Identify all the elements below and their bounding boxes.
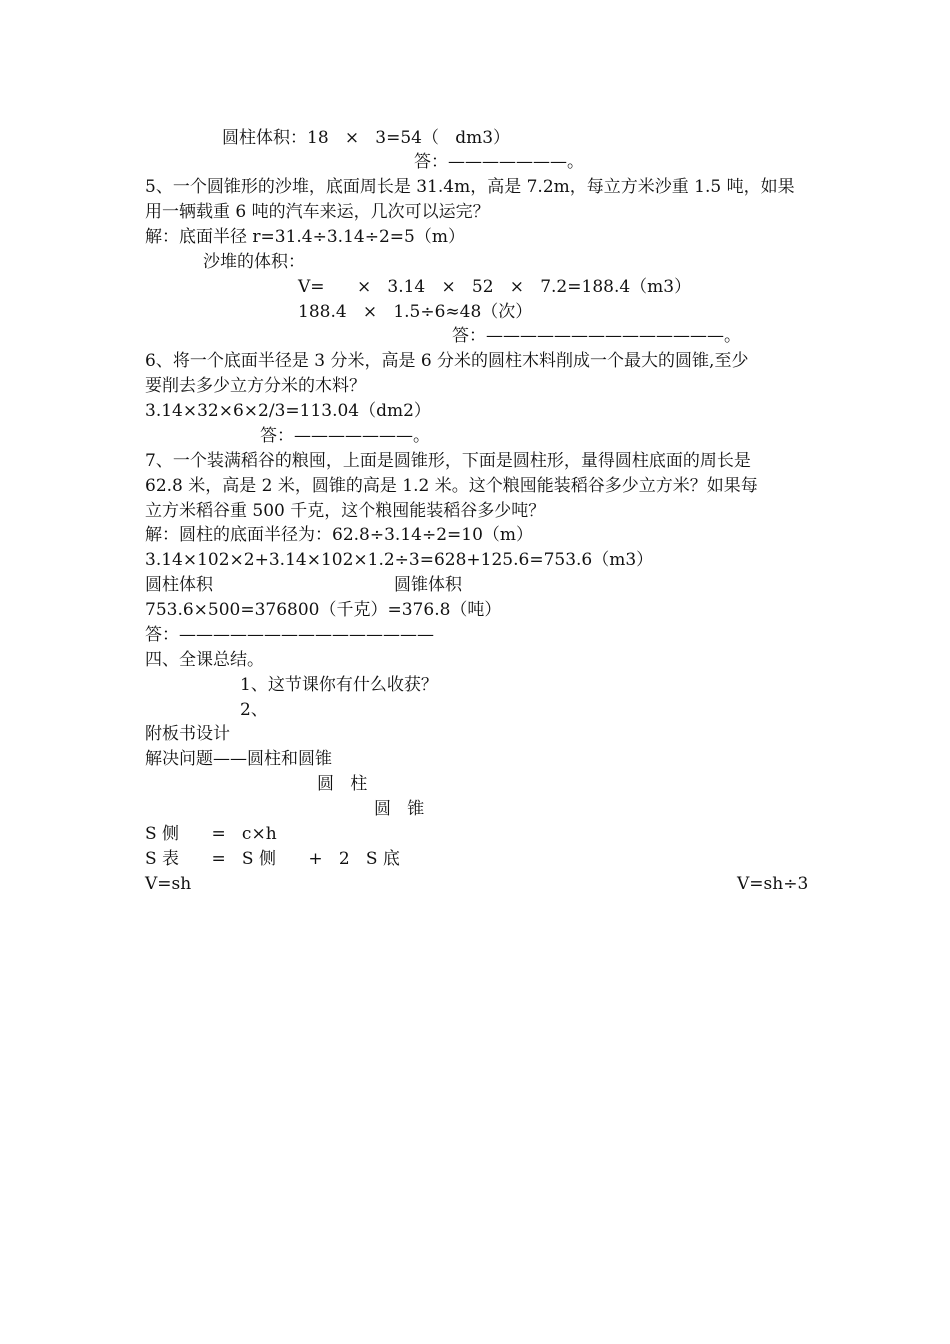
summary-item-2: 2、 bbox=[240, 700, 268, 720]
cylinder-volume-line: 圆柱体积：18 × 3=54（ dm3） bbox=[222, 128, 511, 148]
problem-6-line-1: 6、将一个底面半径是 3 分米，高是 6 分米的圆柱木料削成一个最大的圆锥,至少 bbox=[145, 351, 749, 371]
label-cylinder-volume: 圆柱体积 bbox=[145, 575, 213, 595]
board-cylinder-label: 圆 柱 bbox=[317, 774, 368, 794]
problem-5-solution-radius: 解：底面半径 r=31.4÷3.14÷2=5（m） bbox=[145, 227, 465, 247]
board-title: 解决问题——圆柱和圆锥 bbox=[145, 749, 332, 769]
problem-6-line-2: 要削去多少立方分米的木料？ bbox=[145, 376, 366, 396]
board-design-heading: 附板书设计 bbox=[145, 724, 230, 744]
problem-7-line-2: 62.8 米，高是 2 米，圆锥的高是 1.2 米。这个粮囤能装稻谷多少立方米？如果每 bbox=[145, 476, 758, 496]
problem-5-trips: 188.4 × 1.5÷6≈48（次） bbox=[298, 302, 533, 322]
formula-surface-area: S 表 = S 侧 + 2 S 底 bbox=[145, 849, 400, 869]
problem-7-weight-calc: 753.6×500=376800（千克）=376.8（吨） bbox=[145, 600, 502, 620]
answer-line-6: 答：———————。 bbox=[260, 426, 430, 446]
section-summary-heading: 四、全课总结。 bbox=[145, 650, 264, 670]
formula-cone-volume: V=sh÷3 bbox=[737, 874, 809, 894]
summary-item-1: 1、这节课你有什么收获？ bbox=[240, 675, 438, 695]
problem-7-volume-calc: 3.14×102×2+3.14×102×1.2÷3=628+125.6=753.6（m3） bbox=[145, 550, 654, 570]
problem-5-line-2: 用一辆载重 6 吨的汽车来运，几次可以运完？ bbox=[145, 202, 490, 222]
answer-line-4: 答：———————。 bbox=[414, 152, 584, 172]
label-cone-volume: 圆锥体积 bbox=[394, 575, 462, 595]
problem-5-volume-formula: V= × 3.14 × 52 × 7.2=188.4（m3） bbox=[298, 277, 692, 297]
problem-5-line-1: 5、一个圆锥形的沙堆，底面周长是 31.4m，高是 7.2m，每立方米沙重 1.5 吨，如果 bbox=[145, 177, 795, 197]
answer-line-5: 答：——————————————。 bbox=[452, 326, 741, 346]
board-cone-label: 圆 锥 bbox=[374, 799, 425, 819]
problem-6-calc: 3.14×32×6×2/3=113.04（dm2） bbox=[145, 401, 431, 421]
problem-7-line-3: 立方米稻谷重 500 千克，这个粮囤能装稻谷多少吨？ bbox=[145, 501, 546, 521]
formula-lateral-area: S 侧 = c×h bbox=[145, 824, 277, 844]
problem-7-line-1: 7、一个装满稻谷的粮囤，上面是圆锥形，下面是圆柱形，量得圆柱底面的周长是 bbox=[145, 451, 751, 471]
formula-cylinder-volume: V=sh bbox=[145, 874, 192, 894]
answer-line-7: 答：——————————————— bbox=[145, 625, 434, 645]
problem-7-solution-radius: 解：圆柱的底面半径为：62.8÷3.14÷2=10（m） bbox=[145, 525, 534, 545]
problem-5-sand-volume-label: 沙堆的体积： bbox=[203, 252, 305, 272]
